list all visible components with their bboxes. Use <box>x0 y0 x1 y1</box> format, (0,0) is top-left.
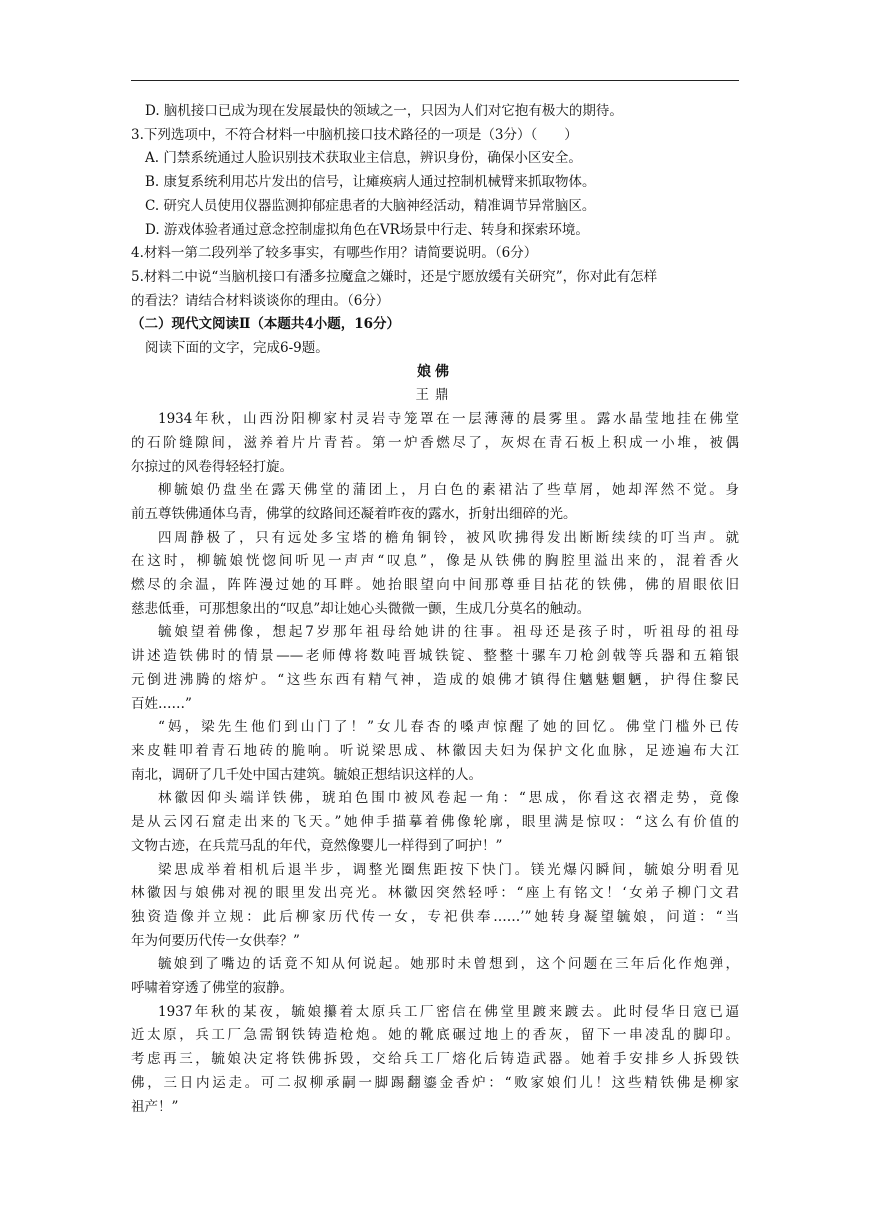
paragraph-line: 讲述造铁佛时的情景——老师傅将数吨晋城铁锭、整整十骡车刀枪剑戟等兵器和五箱银 <box>131 648 739 665</box>
paragraph-line: 文物古迹，在兵荒马乱的年代，竟然像婴儿一样得到了呵护！” <box>131 837 503 854</box>
paragraph-line: 在这时，柳毓娘恍惚间听见一声声“叹息”，像是从铁佛的胸腔里溢出来的，混着香火 <box>131 553 739 570</box>
paragraph-line: 元倒进沸腾的熔炉。“这些东西有精气神，造成的娘佛才镇得住魑魅魍魉，护得住黎民 <box>131 671 739 688</box>
section-heading: （二）现代文阅读Ⅱ（本题共4小题，16分） <box>131 316 401 333</box>
q5-line-1: 5.材料二中说“当脑机接口有潘多拉魔盒之嫌时，还是宁愿放缓有关研究”，你对此有怎样 <box>131 268 658 285</box>
q3-option-d: D. 游戏体验者通过意念控制虚拟角色在VR场景中行走、转身和探索环境。 <box>145 221 589 238</box>
header-rule <box>131 80 739 81</box>
story-paragraph <box>131 527 739 622</box>
paragraph-line: 慈悲低垂，可那想象出的“叹息”却让她心头微微一颤，生成几分莫名的触动。 <box>131 600 591 617</box>
q2-option-d: D. 脑机接口已成为现在发展最快的领域之一，只因为人们对它抱有极大的期待。 <box>145 103 623 119</box>
paragraph-line: 独资造像并立规：此后柳家历代传一女，专祀供奉……’”她转身凝望毓娘，问道：“当 <box>131 908 739 925</box>
paragraph-line: 林徽因仰头端详铁佛，琥珀色围巾被风卷起一角：“思成，你看这衣褶走势，竟像 <box>158 790 739 807</box>
paragraph-line: 前五尊铁佛通体乌青，佛掌的纹路间还凝着昨夜的露水，折射出细碎的光。 <box>131 505 577 522</box>
story-paragraph <box>131 716 739 787</box>
paragraph-line: 1934年秋，山西汾阳柳家村灵岩寺笼罩在一层薄薄的晨雾里。露水晶莹地挂在佛堂 <box>158 411 739 428</box>
paragraph-line: 祖产！” <box>131 1098 179 1115</box>
paragraph-line: 来皮鞋叩着青石地砖的脆响。听说梁思成、林徽因夫妇为保护文化血脉，足迹遍布大江 <box>131 742 739 759</box>
paragraph-line: 尔掠过的风卷得轻轻打旋。 <box>131 458 293 475</box>
story-paragraph <box>131 408 739 479</box>
paragraph-line: 林徽因与娘佛对视的眼里发出亮光。林徽因突然轻呼：“座上有铭文！‘女弟子柳门文君 <box>131 885 739 902</box>
paragraph-line: 百姓……” <box>131 695 192 712</box>
paragraph-line: 的石阶缝隙间，滋养着片片青苔。第一炉香燃尽了，灰烬在青石板上积成一小堆，被偶 <box>131 434 739 451</box>
paragraph-line: 南北，调研了几千处中国古建筑。毓娘正想结识这样的人。 <box>131 766 482 783</box>
paragraph-line: “妈，梁先生他们到山门了！”女儿春杏的嗓声惊醒了她的回忆。佛堂门槛外已传 <box>158 719 739 736</box>
story-body <box>131 408 739 1119</box>
paragraph-line: 梁思成举着相机后退半步，调整光圈焦距按下快门。镁光爆闪瞬间，毓娘分明看见 <box>158 861 739 878</box>
q3-option-a: A. 门禁系统通过人脸识别技术获取业主信息，辨识身份，确保小区安全。 <box>145 150 582 167</box>
paragraph-line: 四周静极了，只有远处多宝塔的檐角铜铃，被风吹拂得发出断断续续的叮当声。就 <box>158 529 739 546</box>
paragraph-line: 年为何要历代传一女供奉？” <box>131 932 300 949</box>
story-title: 娘佛 <box>417 363 453 380</box>
paragraph-line: 是从云冈石窟走出来的飞天。”她伸手描摹着佛像轮廓，眼里满是惊叹：“这么有价值的 <box>131 814 739 831</box>
paragraph-line: 呼啸着穿透了佛堂的寂静。 <box>131 980 293 997</box>
document-page <box>131 100 739 1119</box>
paragraph-line: 燃尽的余温，阵阵漫过她的耳畔。她抬眼望向中间那尊垂目拈花的铁佛，佛的眉眼依旧 <box>131 577 739 594</box>
paragraph-line: 毓娘望着佛像，想起7岁那年祖母给她讲的往事。祖母还是孩子时，听祖母的祖母 <box>158 624 739 641</box>
paragraph-line: 考虑再三，毓娘决定将铁佛拆毁，交给兵工厂熔化后铸造武器。她着手安排乡人拆毁铁 <box>131 1051 739 1068</box>
story-paragraph <box>131 859 739 954</box>
q3-stem: 3.下列选项中，不符合材料一中脑机接口技术路径的一项是（3分）（ ） <box>131 126 578 143</box>
story-author: 王鼎 <box>415 387 455 404</box>
section-instruction: 阅读下面的文字，完成6-9题。 <box>145 340 329 357</box>
story-paragraph <box>131 479 739 526</box>
paragraph-line: 柳毓娘仍盘坐在露天佛堂的蒲团上，月白色的素裙沾了些草屑，她却浑然不觉。身 <box>158 482 739 499</box>
q5-line-2: 的看法？请结合材料谈谈你的理由。（6分） <box>131 292 390 309</box>
paragraph-line: 毓娘到了嘴边的话竟不知从何说起。她那时未曾想到，这个问题在三年后化作炮弹， <box>158 956 739 973</box>
paragraph-line: 1937年秋的某夜，毓娘攥着太原兵工厂密信在佛堂里踱来踱去。此时侵华日寇已逼 <box>158 1003 739 1020</box>
q3-option-b: B. 康复系统利用芯片发出的信号，让瘫痪病人通过控制机械臂来抓取物体。 <box>145 174 596 191</box>
story-paragraph <box>131 953 739 1000</box>
story-paragraph <box>131 1001 739 1120</box>
story-paragraph <box>131 787 739 858</box>
q3-option-c: C. 研究人员使用仪器监测抑郁症患者的大脑神经活动，精准调节异常脑区。 <box>145 197 596 214</box>
q4-text: 4.材料一第二段列举了较多事实，有哪些作用？请简要说明。（6分） <box>131 245 538 262</box>
paragraph-line: 近太原，兵工厂急需钢铁铸造枪炮。她的靴底碾过地上的香灰，留下一串凌乱的脚印。 <box>131 1027 739 1044</box>
paragraph-line: 佛，三日内运走。可二叔柳承嗣一脚踢翻鎏金香炉：“败家娘们儿！这些精铁佛是柳家 <box>131 1074 739 1091</box>
story-paragraph <box>131 621 739 716</box>
